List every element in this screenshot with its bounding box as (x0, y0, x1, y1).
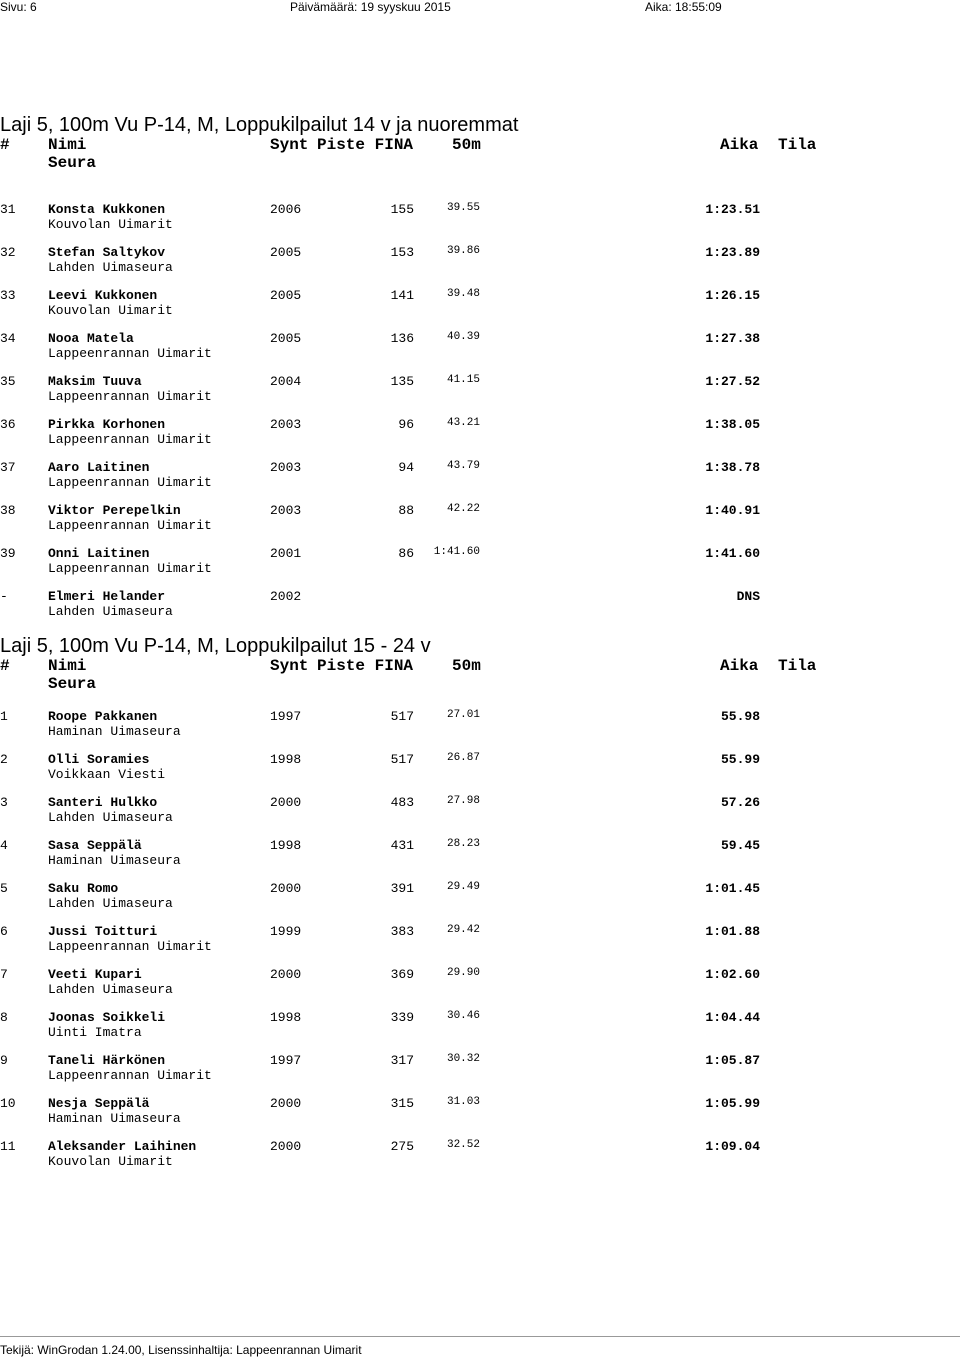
final-time: 55.99 (720, 752, 760, 767)
col-time: Aika (720, 657, 759, 675)
fina-points: 86 (398, 546, 414, 561)
fina-points: 94 (398, 460, 414, 475)
page-footer: Tekijä: WinGrodan 1.24.00, Lisenssinhaltija: Lappeenrannan Uimarit (0, 1336, 960, 1357)
swimmer-name: Olli Soramies (48, 752, 150, 767)
birth-year: 1998 (270, 752, 302, 767)
split-50m: 41.15 (446, 374, 480, 386)
table-row (0, 1010, 960, 1053)
swimmer-name: Nesja Seppälä (48, 1096, 150, 1111)
split-50m: 27.01 (446, 709, 480, 721)
col-year: Synt (270, 136, 309, 154)
col-status: Tila (778, 136, 817, 154)
final-time: 1:04.44 (705, 1010, 760, 1025)
place-cell: 8 (0, 1010, 8, 1025)
final-time: 1:38.78 (705, 460, 760, 475)
split-50m: 29.49 (446, 881, 480, 893)
swimmer-name: Pirkka Korhonen (48, 417, 166, 432)
split-50m: 39.86 (446, 245, 480, 257)
final-time: 59.45 (720, 838, 760, 853)
final-time: 1:41.60 (705, 546, 760, 561)
table-row (0, 546, 960, 589)
final-time: 1:40.91 (705, 503, 760, 518)
split-50m: 39.55 (446, 202, 480, 214)
table-row (0, 881, 960, 924)
split-50m: 29.90 (446, 967, 480, 979)
birth-year: 2000 (270, 1139, 302, 1154)
birth-year: 2003 (270, 417, 302, 432)
col-name: Nimi (48, 657, 87, 675)
birth-year: 2006 (270, 202, 302, 217)
birth-year: 1997 (270, 709, 302, 724)
split-50m: 43.21 (446, 417, 480, 429)
col-place: # (0, 657, 10, 675)
birth-year: 2002 (270, 589, 302, 604)
club-name: Lahden Uimaseura (48, 260, 173, 275)
swimmer-name: Stefan Saltykov (48, 245, 166, 260)
swimmer-name: Sasa Seppälä (48, 838, 142, 853)
fina-points: 383 (390, 924, 414, 939)
birth-year: 1998 (270, 1010, 302, 1025)
club-name: Uinti Imatra (48, 1025, 142, 1040)
split-50m: 32.52 (446, 1139, 480, 1151)
col-club: Seura (48, 154, 97, 172)
birth-year: 2001 (270, 546, 302, 561)
club-name: Lahden Uimaseura (48, 810, 173, 825)
place-cell: 7 (0, 967, 8, 982)
split-50m: 40.39 (446, 331, 480, 343)
final-time: 1:27.52 (705, 374, 760, 389)
page-header (0, 0, 960, 14)
place-cell: 3 (0, 795, 8, 810)
place-cell: 33 (0, 288, 16, 303)
swimmer-name: Onni Laitinen (48, 546, 150, 561)
table-row (0, 202, 960, 245)
fina-points: 391 (390, 881, 414, 896)
place-cell: 11 (0, 1139, 16, 1154)
birth-year: 2004 (270, 374, 302, 389)
birth-year: 1997 (270, 1053, 302, 1068)
fina-points: 483 (390, 795, 414, 810)
final-time: 1:01.88 (705, 924, 760, 939)
swimmer-name: Elmeri Helander (48, 589, 166, 604)
fina-points: 135 (390, 374, 414, 389)
club-name: Haminan Uimaseura (48, 724, 181, 739)
col-points: Piste FINA (317, 136, 414, 154)
birth-year: 2000 (270, 1096, 302, 1111)
final-time: 1:05.99 (705, 1096, 760, 1111)
col-split: 50m (452, 136, 481, 154)
club-name: Kouvolan Uimarit (48, 303, 173, 318)
page-number: Sivu: 6 (0, 0, 37, 14)
fina-points: 136 (390, 331, 414, 346)
split-50m: 27.98 (446, 795, 480, 807)
col-time: Aika (720, 136, 759, 154)
table-row (0, 589, 960, 632)
club-name: Lappeenrannan Uimarit (48, 475, 212, 490)
split-50m: 30.32 (446, 1053, 480, 1065)
final-time: 1:23.51 (705, 202, 760, 217)
place-cell: 39 (0, 546, 16, 561)
club-name: Haminan Uimaseura (48, 853, 181, 868)
col-club: Seura (48, 675, 97, 693)
col-split: 50m (452, 657, 481, 675)
place-cell: - (0, 589, 8, 604)
swimmer-name: Joonas Soikkeli (48, 1010, 166, 1025)
club-name: Lappeenrannan Uimarit (48, 561, 212, 576)
club-name: Haminan Uimaseura (48, 1111, 181, 1126)
swimmer-name: Maksim Tuuva (48, 374, 142, 389)
final-time: DNS (736, 589, 760, 604)
club-name: Lappeenrannan Uimarit (48, 518, 212, 533)
place-cell: 9 (0, 1053, 8, 1068)
birth-year: 2005 (270, 245, 302, 260)
swimmer-name: Leevi Kukkonen (48, 288, 158, 303)
swimmer-name: Nooa Matela (48, 331, 134, 346)
place-cell: 6 (0, 924, 8, 939)
event-title: Laji 5, 100m Vu P-14, M, Loppukilpailut 14 v ja nuoremmat (0, 114, 519, 136)
table-row (0, 374, 960, 417)
split-50m: 29.42 (446, 924, 480, 936)
final-time: 1:09.04 (705, 1139, 760, 1154)
col-year: Synt (270, 657, 309, 675)
swimmer-name: Saku Romo (48, 881, 119, 896)
swimmer-name: Aaro Laitinen (48, 460, 150, 475)
place-cell: 31 (0, 202, 16, 217)
table-row (0, 709, 960, 752)
table-row (0, 752, 960, 795)
event-title: Laji 5, 100m Vu P-14, M, Loppukilpailut 15 - 24 v (0, 635, 431, 657)
split-50m: 31.03 (446, 1096, 480, 1108)
swimmer-name: Konsta Kukkonen (48, 202, 166, 217)
birth-year: 2005 (270, 331, 302, 346)
place-cell: 10 (0, 1096, 16, 1111)
birth-year: 1998 (270, 838, 302, 853)
fina-points: 153 (390, 245, 414, 260)
swimmer-name: Jussi Toitturi (48, 924, 158, 939)
fina-points: 155 (390, 202, 414, 217)
club-name: Lahden Uimaseura (48, 982, 173, 997)
club-name: Kouvolan Uimarit (48, 1154, 173, 1169)
place-cell: 1 (0, 709, 8, 724)
place-cell: 4 (0, 838, 8, 853)
table-row (0, 838, 960, 881)
col-place: # (0, 136, 10, 154)
fina-points: 517 (390, 709, 414, 724)
place-cell: 36 (0, 417, 16, 432)
table-row (0, 460, 960, 503)
results-list (0, 709, 960, 1182)
swimmer-name: Taneli Härkönen (48, 1053, 166, 1068)
split-50m: 43.79 (446, 460, 480, 472)
club-name: Kouvolan Uimarit (48, 217, 173, 232)
club-name: Voikkaan Viesti (48, 767, 166, 782)
fina-points: 96 (398, 417, 414, 432)
birth-year: 1999 (270, 924, 302, 939)
fina-points: 88 (398, 503, 414, 518)
final-time: 1:01.45 (705, 881, 760, 896)
club-name: Lahden Uimaseura (48, 896, 173, 911)
col-points: Piste FINA (317, 657, 414, 675)
split-50m: 26.87 (446, 752, 480, 764)
club-name: Lahden Uimaseura (48, 604, 173, 619)
report-date: Päivämäärä: 19 syyskuu 2015 (290, 0, 451, 14)
place-cell: 5 (0, 881, 8, 896)
final-time: 57.26 (720, 795, 760, 810)
place-cell: 2 (0, 752, 8, 767)
split-50m: 1:41.60 (433, 546, 480, 558)
table-row (0, 1053, 960, 1096)
final-time: 1:38.05 (705, 417, 760, 432)
fina-points: 275 (390, 1139, 414, 1154)
final-time: 1:05.87 (705, 1053, 760, 1068)
fina-points: 317 (390, 1053, 414, 1068)
club-name: Lappeenrannan Uimarit (48, 346, 212, 361)
final-time: 1:26.15 (705, 288, 760, 303)
birth-year: 2000 (270, 881, 302, 896)
split-50m: 30.46 (446, 1010, 480, 1022)
place-cell: 32 (0, 245, 16, 260)
table-row (0, 1096, 960, 1139)
club-name: Lappeenrannan Uimarit (48, 432, 212, 447)
swimmer-name: Aleksander Laihinen (48, 1139, 197, 1154)
fina-points: 517 (390, 752, 414, 767)
table-row (0, 1139, 960, 1182)
table-row (0, 924, 960, 967)
split-50m: 28.23 (446, 838, 480, 850)
birth-year: 2000 (270, 795, 302, 810)
fina-points: 431 (390, 838, 414, 853)
table-row (0, 967, 960, 1010)
table-row (0, 331, 960, 374)
final-time: 1:02.60 (705, 967, 760, 982)
final-time: 1:23.89 (705, 245, 760, 260)
table-row (0, 417, 960, 460)
table-row (0, 795, 960, 838)
table-row (0, 503, 960, 546)
club-name: Lappeenrannan Uimarit (48, 939, 212, 954)
final-time: 55.98 (720, 709, 760, 724)
place-cell: 34 (0, 331, 16, 346)
table-row (0, 288, 960, 331)
birth-year: 2000 (270, 967, 302, 982)
col-status: Tila (778, 657, 817, 675)
col-name: Nimi (48, 136, 87, 154)
swimmer-name: Santeri Hulkko (48, 795, 158, 810)
place-cell: 38 (0, 503, 16, 518)
fina-points: 315 (390, 1096, 414, 1111)
club-name: Lappeenrannan Uimarit (48, 1068, 212, 1083)
split-50m: 42.22 (446, 503, 480, 515)
place-cell: 37 (0, 460, 16, 475)
fina-points: 369 (390, 967, 414, 982)
swimmer-name: Veeti Kupari (48, 967, 142, 982)
swimmer-name: Roope Pakkanen (48, 709, 158, 724)
final-time: 1:27.38 (705, 331, 760, 346)
fina-points: 339 (390, 1010, 414, 1025)
swimmer-name: Viktor Perepelkin (48, 503, 181, 518)
report-time: Aika: 18:55:09 (645, 0, 722, 14)
club-name: Lappeenrannan Uimarit (48, 389, 212, 404)
split-50m: 39.48 (446, 288, 480, 300)
birth-year: 2003 (270, 460, 302, 475)
table-row (0, 245, 960, 288)
birth-year: 2003 (270, 503, 302, 518)
birth-year: 2005 (270, 288, 302, 303)
fina-points: 141 (390, 288, 414, 303)
results-list (0, 202, 960, 632)
place-cell: 35 (0, 374, 16, 389)
